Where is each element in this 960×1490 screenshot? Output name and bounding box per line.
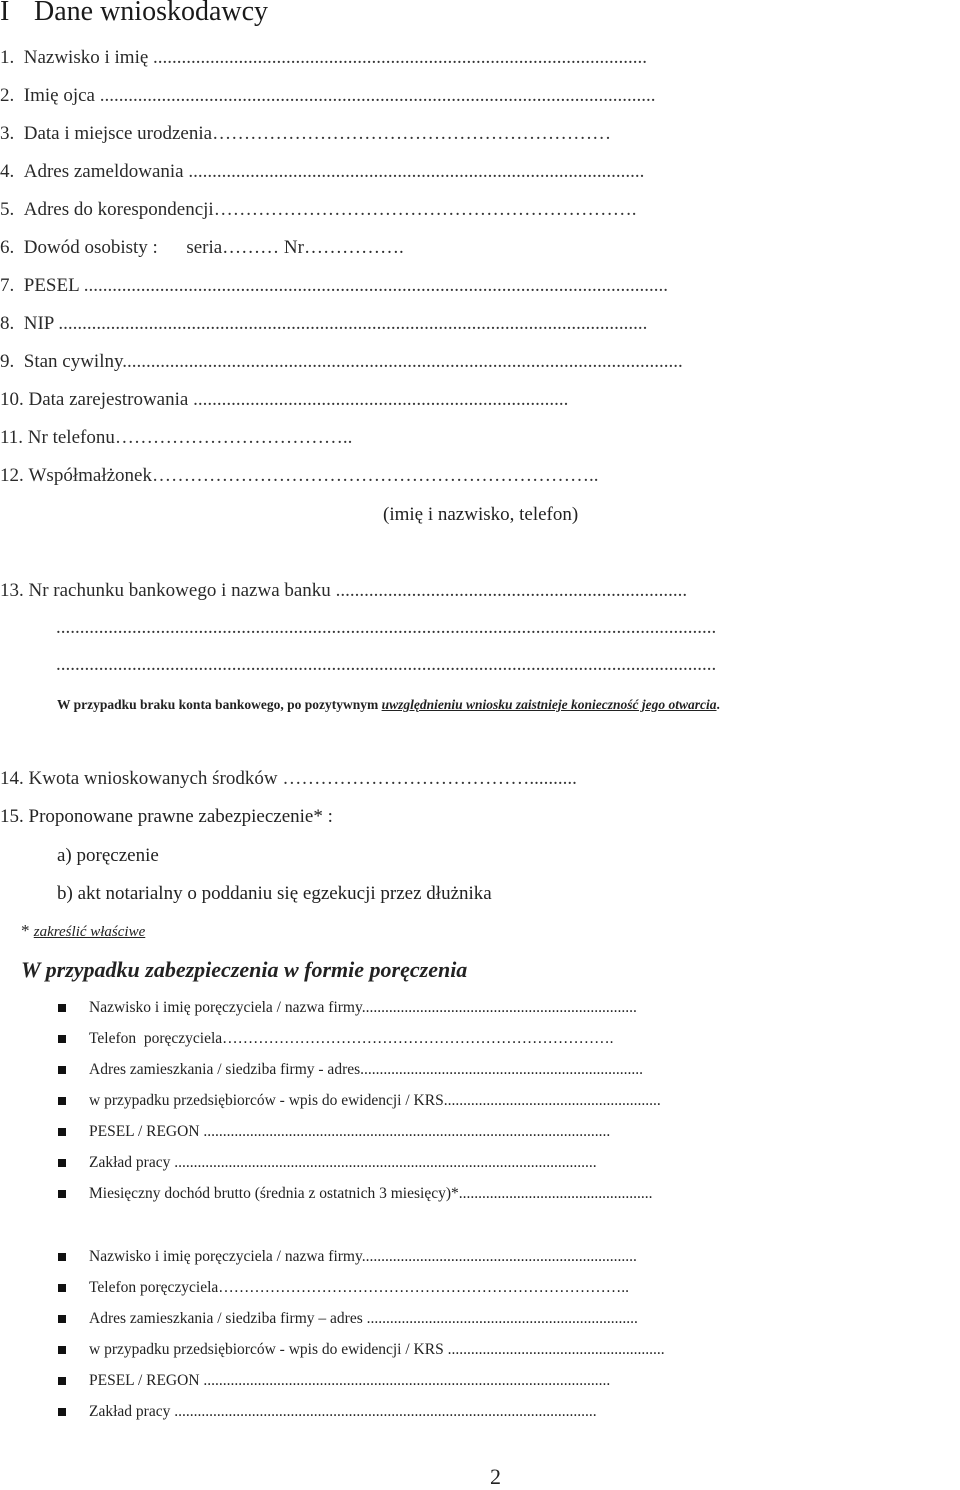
field-fill: ..................................................................................................................... bbox=[94, 85, 656, 106]
field-label: 8. NIP bbox=[0, 313, 54, 334]
guarantor-2-phone[interactable] bbox=[58, 1279, 629, 1297]
form-field-nip[interactable] bbox=[0, 313, 647, 335]
guarantor-field-text: PESEL / REGON ......................................................................................................... bbox=[89, 1372, 611, 1389]
field-fill: ........................................................................................................................... bbox=[79, 275, 668, 296]
section-roman-numeral: I bbox=[0, 0, 10, 27]
guarantor-1-phone[interactable] bbox=[58, 1030, 614, 1048]
field-fill: ………………………………….......... bbox=[277, 768, 577, 789]
field-label: 9. Stan cywilny bbox=[0, 351, 123, 372]
guarantor-field-text: Telefon poręczyciela…………………………………………………………………….. bbox=[89, 1279, 630, 1296]
field-label: 5. Adres do korespondencji bbox=[0, 199, 214, 220]
field-fill: ……………………………………………………… bbox=[212, 123, 612, 144]
form-field-spouse[interactable] bbox=[0, 465, 598, 487]
guarantor-field-text: Zakład pracy ............................................................................................................. bbox=[89, 1154, 597, 1171]
guarantee-heading: W przypadku zabezpieczenia w formie poręczenia bbox=[21, 957, 468, 982]
form-field-phone[interactable] bbox=[0, 427, 352, 449]
guarantor-field-text: w przypadku przedsiębiorców - wpis do ewidencji / KRS........................................................ bbox=[89, 1092, 661, 1109]
field-label: 6. Dowód osobisty : seria……… Nr……………. bbox=[0, 237, 404, 258]
guarantor-1-address[interactable] bbox=[58, 1061, 643, 1079]
bank-note-italic: uwzględnieniu wniosku zaistnieje konieczność jego otwarcia bbox=[381, 697, 717, 712]
guarantor-2-name[interactable] bbox=[58, 1248, 637, 1266]
bank-account-line-3[interactable]: ........................................................................................................................................... bbox=[56, 654, 717, 675]
form-field-surname-name[interactable] bbox=[0, 47, 647, 69]
bullet-icon bbox=[58, 1315, 66, 1323]
footnote-text: zakreślić właściwe bbox=[33, 924, 146, 940]
guarantor-2-krs[interactable] bbox=[58, 1341, 665, 1359]
field-fill: …………………………………………………………….. bbox=[151, 465, 599, 486]
field-label: 11. Nr telefonu bbox=[0, 427, 115, 448]
field-fill: .......................................................................... bbox=[330, 580, 688, 601]
spouse-hint: (imię i nazwisko, telefon) bbox=[383, 504, 579, 525]
bullet-icon bbox=[58, 1253, 66, 1261]
guarantor-1-krs[interactable] bbox=[58, 1092, 661, 1110]
field-fill: ............................................................................... bbox=[188, 389, 569, 410]
guarantor-2-pesel-regon[interactable] bbox=[58, 1372, 610, 1390]
section-title: Dane wnioskodawcy bbox=[34, 0, 269, 27]
guarantor-field-text: PESEL / REGON ......................................................................................................... bbox=[89, 1123, 611, 1140]
bank-note-end: . bbox=[716, 697, 720, 712]
form-field-birth[interactable] bbox=[0, 123, 611, 145]
bank-note-plain: W przypadku braku konta bankowego, po pozytywnym bbox=[57, 697, 382, 712]
guarantor-field-text: Nazwisko i imię poręczyciela / nazwa firmy....................................................................... bbox=[89, 1248, 637, 1265]
field-label: 12. Współmałżonek bbox=[0, 465, 152, 486]
field-fill: …………………………………………………………. bbox=[213, 199, 637, 220]
bullet-icon bbox=[58, 1066, 66, 1074]
field-label: 13. Nr rachunku bankowego i nazwa banku bbox=[0, 580, 331, 601]
field-label: 2. Imię ojca bbox=[0, 85, 95, 106]
footnote-circle-appropriate bbox=[21, 921, 145, 941]
bullet-icon bbox=[58, 1408, 66, 1416]
bullet-icon bbox=[58, 1377, 66, 1385]
guarantor-1-workplace[interactable] bbox=[58, 1154, 597, 1172]
bullet-icon bbox=[58, 1159, 66, 1167]
section-heading bbox=[0, 0, 268, 28]
field-label: 1. Nazwisko i imię bbox=[0, 47, 149, 68]
guarantor-2-workplace[interactable] bbox=[58, 1403, 597, 1421]
guarantor-field-text: Adres zamieszkania / siedziba firmy - adres......................................................................... bbox=[89, 1061, 644, 1078]
bullet-icon bbox=[58, 1004, 66, 1012]
guarantor-field-text: Zakład pracy ............................................................................................................. bbox=[89, 1403, 597, 1420]
bullet-icon bbox=[58, 1190, 66, 1198]
form-field-registration-date[interactable] bbox=[0, 389, 568, 411]
field-label: 7. PESEL bbox=[0, 275, 79, 296]
field-fill: ................................................................................................ bbox=[183, 161, 645, 182]
field-label: 14. Kwota wnioskowanych środków bbox=[0, 768, 278, 789]
form-field-registered-address[interactable] bbox=[0, 161, 644, 183]
field-fill: ........................................................................................................ bbox=[148, 47, 648, 68]
form-field-requested-amount[interactable] bbox=[0, 768, 577, 790]
guarantor-field-text: w przypadku przedsiębiorców - wpis do ewidencji / KRS ........................................................ bbox=[89, 1341, 665, 1358]
guarantor-2-address[interactable] bbox=[58, 1310, 638, 1328]
form-field-id-card[interactable] bbox=[0, 237, 404, 259]
security-question: 15. Proponowane prawne zabezpieczenie* : bbox=[0, 806, 333, 827]
footnote-asterisk: * bbox=[21, 921, 34, 940]
form-field-marital-status[interactable] bbox=[0, 351, 683, 373]
field-label: 3. Data i miejsce urodzenia bbox=[0, 123, 213, 144]
form-field-pesel[interactable] bbox=[0, 275, 668, 297]
bullet-icon bbox=[58, 1097, 66, 1105]
bullet-icon bbox=[58, 1346, 66, 1354]
bullet-icon bbox=[58, 1128, 66, 1136]
security-option-notarial-deed[interactable]: b) akt notarialny o poddaniu się egzekucji przez dłużnika bbox=[57, 883, 492, 904]
guarantor-field-text: Adres zamieszkania / siedziba firmy – adres ...................................................................... bbox=[89, 1310, 638, 1327]
guarantor-field-text: Miesięczny dochód brutto (średnia z ostatnich 3 miesięcy)*.................................................. bbox=[89, 1185, 653, 1202]
bullet-icon bbox=[58, 1284, 66, 1292]
guarantor-field-text: Nazwisko i imię poręczyciela / nazwa firmy....................................................................... bbox=[89, 999, 637, 1016]
form-field-bank-account[interactable] bbox=[0, 580, 687, 602]
guarantor-1-name[interactable] bbox=[58, 999, 637, 1017]
field-fill: ...................................................................................................................... bbox=[122, 351, 683, 372]
security-option-guarantee[interactable]: a) poręczenie bbox=[57, 845, 159, 866]
form-field-correspondence-address[interactable] bbox=[0, 199, 636, 221]
guarantor-1-income[interactable] bbox=[58, 1185, 653, 1203]
bank-account-line-2[interactable]: ........................................................................................................................................... bbox=[56, 617, 717, 638]
page-number: 2 bbox=[490, 1464, 501, 1489]
field-fill: ……………………………….. bbox=[114, 427, 353, 448]
guarantor-field-text: Telefon poręczyciela…………………………………………………………………. bbox=[89, 1030, 614, 1047]
bullet-icon bbox=[58, 1035, 66, 1043]
guarantor-1-pesel-regon[interactable] bbox=[58, 1123, 610, 1141]
field-label: 4. Adres zameldowania bbox=[0, 161, 184, 182]
field-fill: ............................................................................................................................ bbox=[53, 313, 648, 334]
form-field-father-name[interactable] bbox=[0, 85, 655, 107]
bank-account-note bbox=[57, 697, 720, 713]
field-label: 10. Data zarejestrowania bbox=[0, 389, 189, 410]
